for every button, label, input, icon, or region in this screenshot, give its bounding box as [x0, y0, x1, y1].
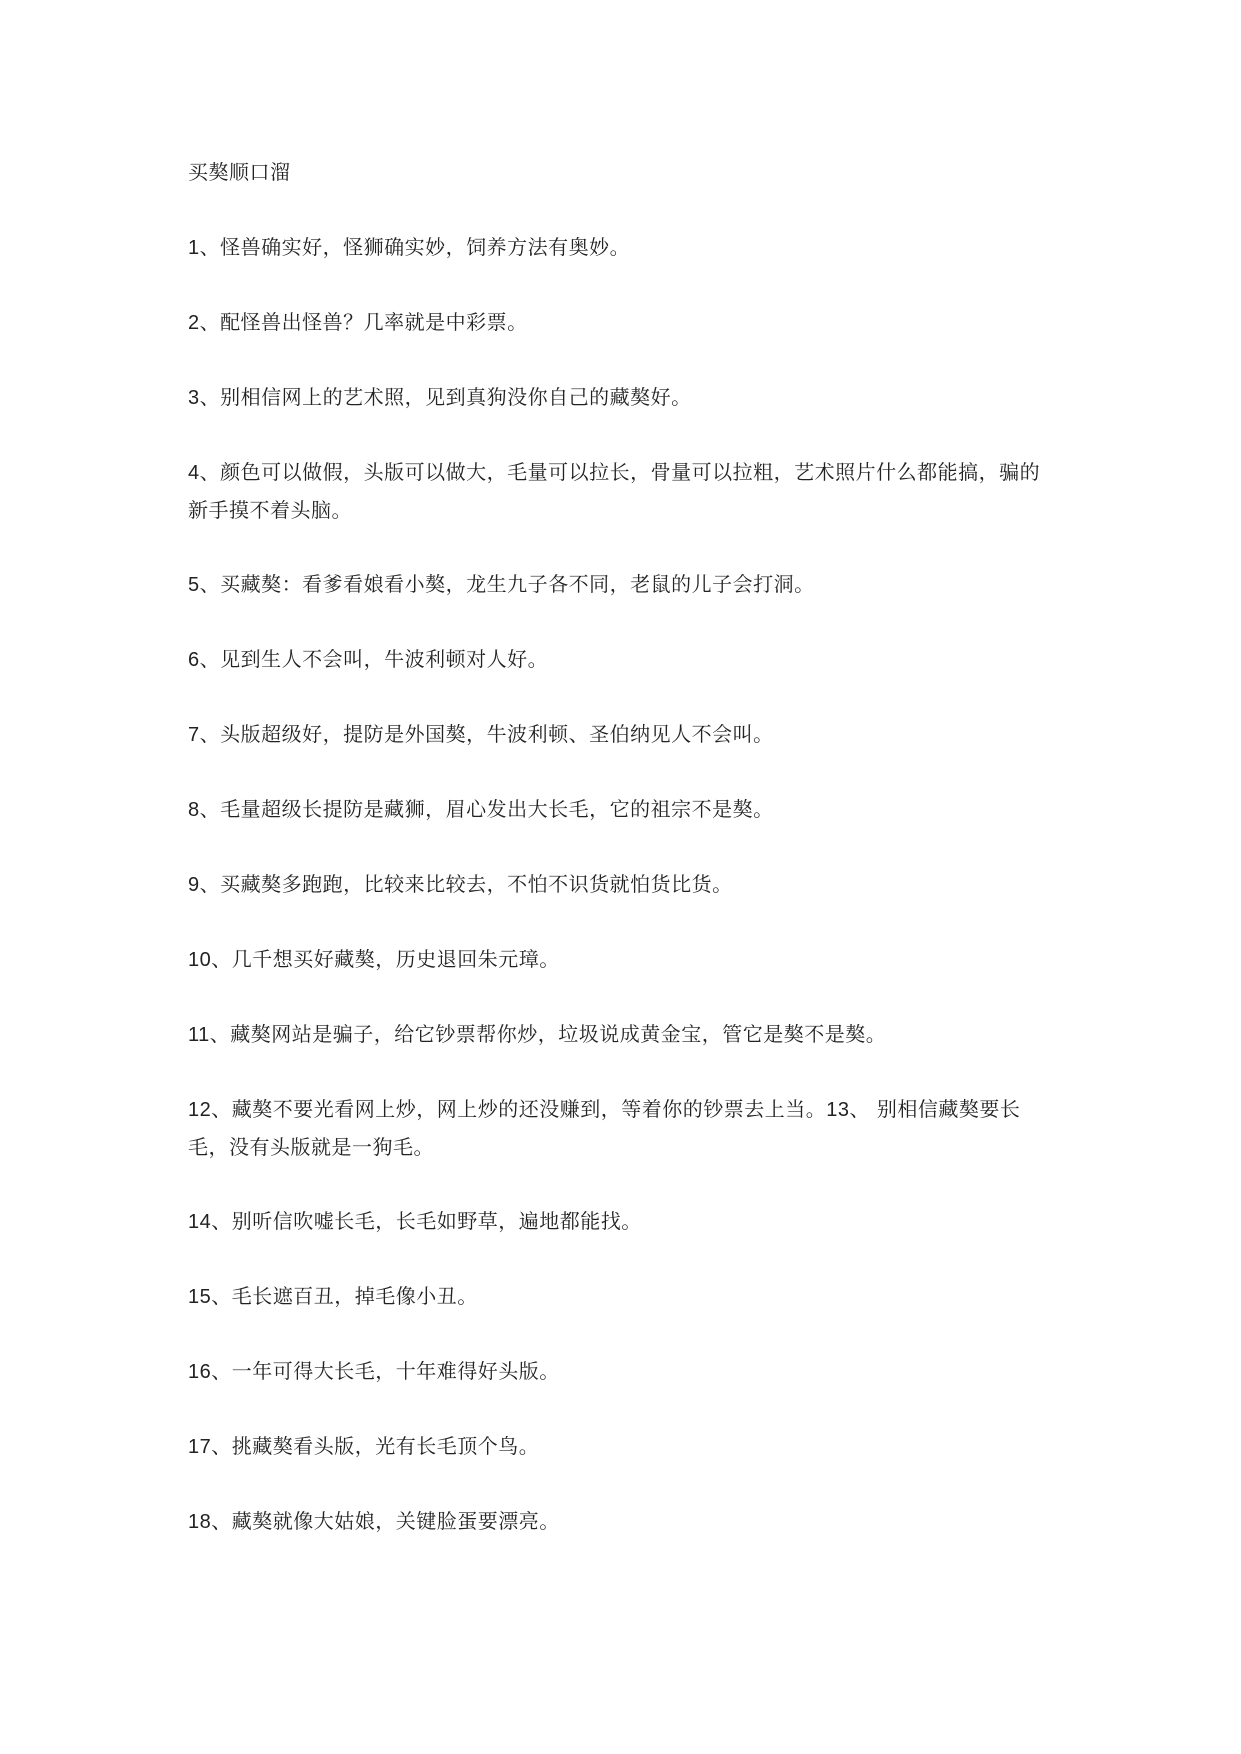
item-text: 、藏獒网站是骗子，给它钞票帮你炒，垃圾说成黄金宝，管它是獒不是獒。 [209, 1022, 887, 1046]
item-number: 11 [188, 1024, 210, 1046]
item-number: 9 [188, 874, 200, 896]
item-text: 、藏獒不要光看网上炒，网上炒的还没赚到，等着你的钞票去上当。 [211, 1097, 827, 1121]
page-title: 买獒顺口溜 [188, 160, 291, 184]
item-text: 、毛量超级长提防是藏狮，眉心发出大长毛，它的祖宗不是獒。 [199, 797, 774, 821]
item-number: 7 [188, 724, 200, 746]
item-text: 、买藏獒多跑跑，比较来比较去，不怕不识货就怕货比货。 [199, 872, 733, 896]
list-item [188, 1428, 1060, 1466]
item-number: 1 [188, 237, 200, 259]
list-item [188, 716, 1060, 754]
item-text: 、买藏獒：看爹看娘看小獒，龙生九子各不同，老鼠的儿子会打洞。 [199, 572, 815, 596]
list-item [188, 1278, 1060, 1316]
item-number: 3 [188, 387, 200, 409]
list-item [188, 1016, 1060, 1054]
item-number: 8 [188, 799, 200, 821]
item-number: 18 [188, 1511, 212, 1533]
item-number: 12 [188, 1099, 212, 1121]
list-item [188, 304, 1060, 342]
item-text: 、别听信吹嘘长毛，长毛如野草，遍地都能找。 [211, 1209, 642, 1233]
item-text: 、怪兽确实好，怪狮确实妙，饲养方法有奥妙。 [199, 235, 631, 259]
list-item [188, 791, 1060, 829]
item-text: 、 别相信藏獒要长毛，没有头版就是一狗毛。 [188, 1097, 1021, 1159]
item-number: 10 [188, 949, 212, 971]
item-text: 、藏獒就像大姑娘，关键脸蛋要漂亮。 [211, 1509, 560, 1533]
item-number: 4 [188, 462, 200, 484]
item-text: 、挑藏獒看头版，光有长毛顶个鸟。 [211, 1434, 540, 1458]
item-text: 、毛长遮百丑，掉毛像小丑。 [211, 1284, 478, 1308]
item-number: 5 [188, 574, 200, 596]
item-text: 、别相信网上的艺术照，见到真狗没你自己的藏獒好。 [199, 385, 692, 409]
item-number: 15 [188, 1286, 212, 1308]
item-number: 13 [826, 1099, 850, 1121]
list-item [188, 229, 1060, 267]
item-text: 、见到生人不会叫，牛波利顿对人好。 [199, 647, 549, 671]
item-number: 2 [188, 312, 200, 334]
item-number: 16 [188, 1361, 212, 1383]
list-item [188, 641, 1060, 679]
list-item [188, 1503, 1060, 1541]
list-item [188, 566, 1060, 604]
list-item [188, 1203, 1060, 1241]
list-item [188, 379, 1060, 417]
item-text: 、配怪兽出怪兽？几率就是中彩票。 [199, 310, 528, 334]
list-item [188, 941, 1060, 979]
item-number: 17 [188, 1436, 212, 1458]
list-item [188, 454, 1060, 529]
item-number: 14 [188, 1211, 212, 1233]
item-text: 、几千想买好藏獒，历史退回朱元璋。 [211, 947, 560, 971]
list-item [188, 866, 1060, 904]
item-number: 6 [188, 649, 200, 671]
item-text: 、颜色可以做假，头版可以做大，毛量可以拉长，骨量可以拉粗，艺术照片什么都能搞，骗的新手摸不着头脑。 [188, 460, 1041, 522]
list-item [188, 1353, 1060, 1391]
item-text: 、一年可得大长毛，十年难得好头版。 [211, 1359, 560, 1383]
list-item [188, 1091, 1060, 1166]
item-text: 、头版超级好，提防是外国獒，牛波利顿、圣伯纳见人不会叫。 [199, 722, 774, 746]
